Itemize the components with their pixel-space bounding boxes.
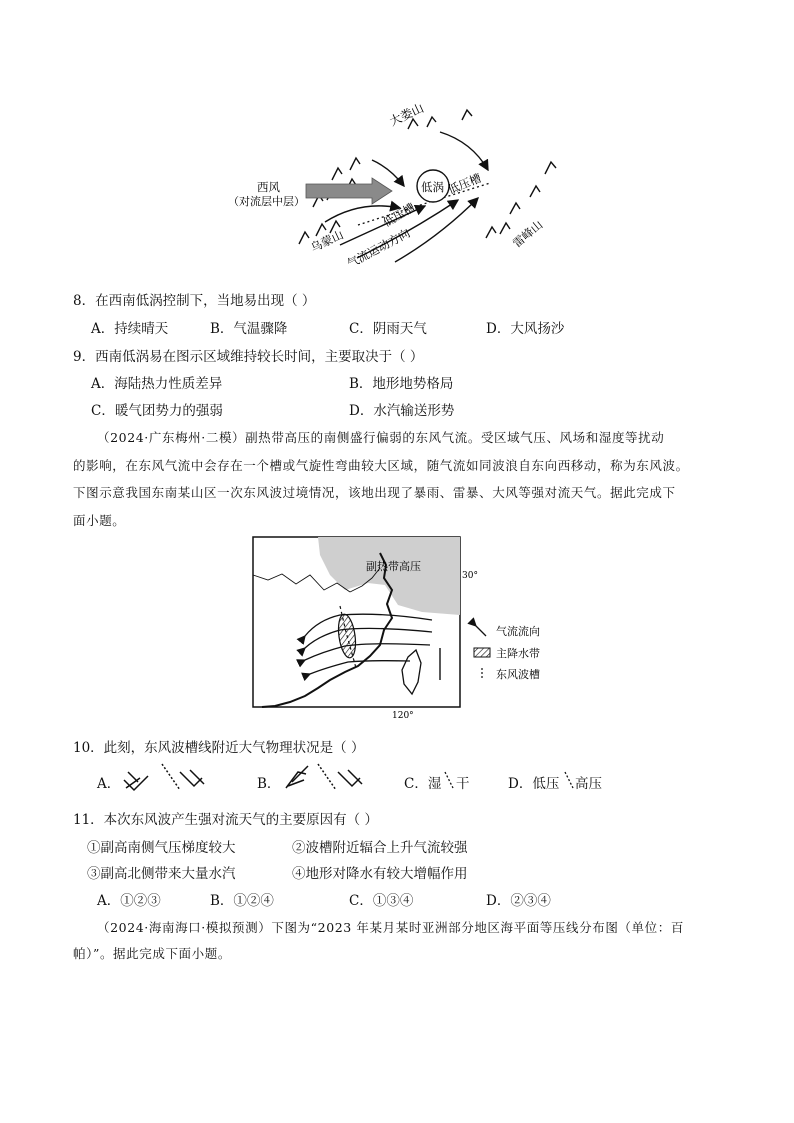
legend-flow-label: 气流流向 [496, 625, 540, 638]
passage2-line2: 的影响，在东风气流中会存在一个槽或气旋性弯曲较大区域，随气流如同波浪自东向西移动，称为东风波。 [73, 458, 689, 473]
passage2-line3: 下图示意我国东南某山区一次东风波过境情况，该地出现了暴雨、雷暴、大风等强对流天气。据此完成下 [73, 485, 676, 500]
q8-option-d: D．大风扬沙 [486, 321, 565, 337]
map-label-120: 120° [392, 711, 414, 720]
q8-option-a: A．持续晴天 [91, 321, 169, 337]
q11-statement-2: ②波槽附近辐合上升气流较强 [292, 840, 468, 856]
q10-option-c-right: 干 [456, 776, 470, 792]
q8-option-b: B．气温骤降 [210, 321, 288, 337]
question-10-stem: 10．此刻，东风波槽线附近大气物理状况是（ ） [73, 740, 365, 756]
q9-option-c: C．暖气团势力的强弱 [91, 403, 223, 419]
southwest-vortex-diagram [225, 100, 575, 280]
q9-option-b: B．地形地势格局 [349, 376, 454, 392]
label-westerly: 西风 [257, 180, 280, 194]
passage2-line4: 面小题。 [73, 513, 126, 528]
label-trough-right: 低压槽 [445, 170, 484, 197]
q10-option-d-right: 高压 [575, 776, 602, 792]
q10-option-d-trough [563, 770, 575, 790]
label-trough-left: 低压槽 [380, 200, 418, 230]
q11-statement-3: ③副高北侧带来大量水汽 [87, 866, 236, 882]
question-11-stem: 11．本次东风波产生强对流天气的主要原因有（ ） [73, 812, 378, 828]
q10-option-d: D．低压 [508, 776, 560, 792]
question-8-stem: 8．在西南低涡控制下，当地易出现（ ） [73, 293, 316, 309]
label-mountain-left: 乌蒙山 [308, 227, 346, 255]
q8-option-c: C．阴雨天气 [349, 321, 427, 337]
q11-statement-4: ④地形对降水有较大增幅作用 [292, 866, 468, 882]
label-westerly-sub: （对流层中层） [228, 195, 305, 208]
label-flow-direction: 气流运动方向 [344, 225, 413, 271]
passage2-line1: （2024·广东梅州·二模）副热带高压的南侧盛行偏弱的东风气流。受区域气压、风场和湿度等扰动 [97, 430, 665, 445]
q11-option-a: A．①②③ [97, 893, 161, 909]
q10-option-a-barbs [118, 760, 218, 796]
q11-option-b: B．①②④ [210, 893, 274, 909]
q10-option-b: B． [257, 776, 281, 792]
q11-option-c: C．①③④ [349, 893, 414, 909]
passage3-line1: （2024·海南海口·模拟预测）下图为“2023 年某月某时亚洲部分地区海平面等压线分布图（单位：百 [97, 920, 684, 935]
q9-option-d: D．水汽输送形势 [349, 403, 455, 419]
q10-option-a: A． [97, 776, 121, 792]
legend-trough-label: 东风波槽 [496, 668, 540, 681]
legend-rain-label: 主降水带 [496, 647, 540, 660]
map-legend [474, 624, 540, 681]
q10-option-c: C．湿 [404, 776, 442, 792]
easterly-wave-map [250, 534, 570, 720]
q10-option-b-barbs [278, 760, 378, 796]
q11-statement-1: ①副高南侧气压梯度较大 [87, 840, 236, 856]
map-label-30: 30° [462, 571, 478, 581]
question-9-stem: 9．西南低涡易在图示区域维持较长时间，主要取决于（ ） [73, 349, 424, 365]
map-label-subtropical-high: 副热带高压 [366, 560, 421, 573]
q11-option-d: D．②③④ [486, 893, 551, 909]
label-mountain-top: 大娄山 [387, 100, 426, 129]
label-low-vortex: 低涡 [421, 180, 444, 194]
q10-option-c-trough [443, 770, 455, 790]
label-mountain-right: 雷峰山 [509, 217, 546, 251]
q9-option-a: A．海陆热力性质差异 [91, 376, 223, 392]
passage3-line2: 帕）”。据此完成下面小题。 [73, 946, 231, 961]
